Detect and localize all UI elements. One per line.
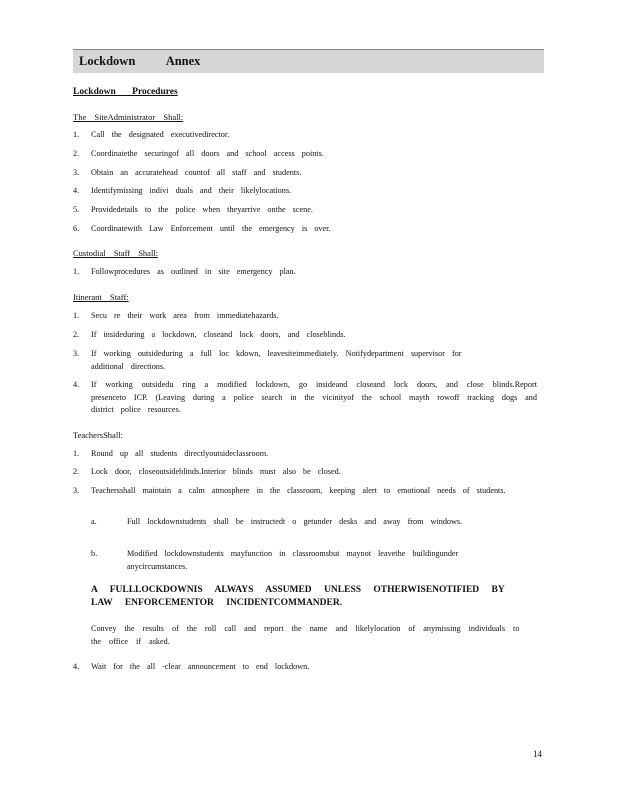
- convey-results-note: Convey the results of the roll call and report the name and likelylocation of anymissing individuals to the office if asked.: [91, 624, 520, 646]
- group-heading-custodial: Custodial Staff Shall:: [73, 248, 159, 258]
- group-heading-site-admin: The SiteAdministrator Shall:: [73, 112, 184, 122]
- full-lockdown-notice: A FULLLOCKDOWNIS ALWAYS ASSUMED UNLESS OTHERWISENOTIFIED BY LAW ENFORCEMENTOR INCIDENTCOMMANDER.: [91, 585, 505, 608]
- annex-banner: [73, 49, 544, 73]
- annex-title: Lockdown Annex: [79, 54, 201, 68]
- group-heading-itinerant: Itinerant Staff:: [73, 292, 129, 302]
- group-heading-teachers: TeachersShall:: [73, 430, 123, 440]
- section-title: Lockdown Procedures: [73, 87, 178, 97]
- page-number: 14: [533, 749, 542, 759]
